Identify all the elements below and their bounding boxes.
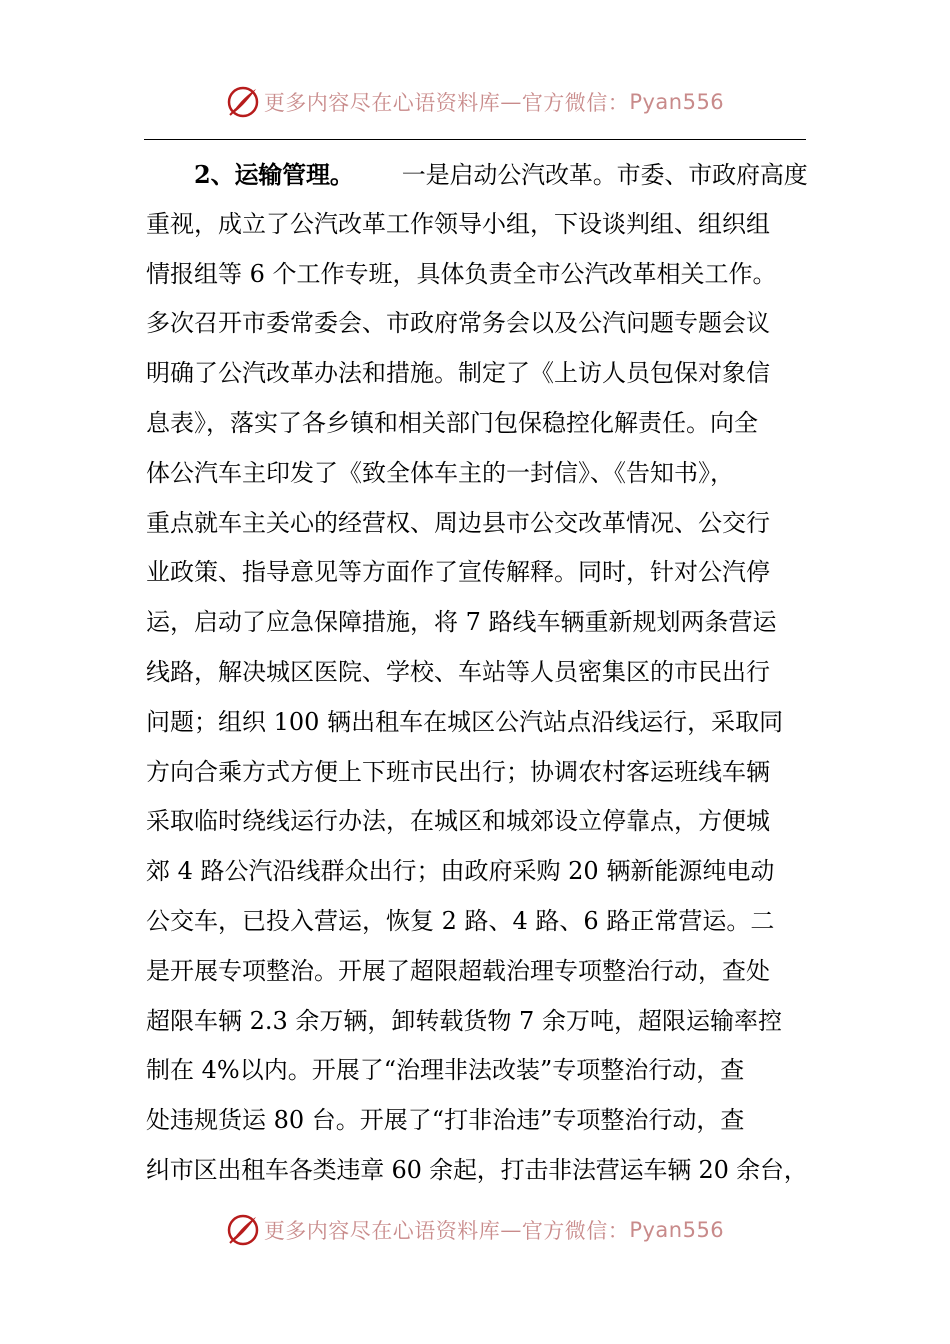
line-text: 处违规货运 80 台。开展了“打非治违”专项整治行动，查 (146, 1106, 745, 1135)
line-text: 运，启动了应急保障措施，将 7 路线车辆重新规划两条营运 (146, 608, 777, 637)
paragraph-line (146, 947, 808, 997)
paragraph-line (146, 1046, 808, 1096)
paragraph-line (146, 748, 808, 798)
footer-watermark (0, 1208, 950, 1252)
line-text: 重点就车主关心的经营权、周边县市公交改革情况、公交行 (146, 508, 770, 537)
paragraph-line (146, 150, 808, 200)
paragraph-line (146, 499, 808, 549)
line-text: 重视，成立了公汽改革工作领导小组，下设谈判组、组织组 (146, 209, 770, 238)
line-text: 明确了公汽改革办法和措施。制定了《上访人员包保对象信 (146, 359, 770, 388)
paragraph-line (146, 1146, 808, 1196)
paragraph-line (146, 847, 808, 897)
paragraph-line (146, 200, 808, 250)
watermark-site-name: 更多内容尽在心语资料库 (263, 91, 501, 115)
line-text: 制在 4%以内。开展了“治理非法改装”专项整治行动，查 (146, 1056, 745, 1085)
line-text: 业政策、指导意见等方面作了宣传解释。同时，针对公汽停 (146, 558, 770, 587)
line-text: 问题；组织 100 辆出租车在城区公汽站点沿线运行，采取同 (146, 707, 784, 736)
paragraph-line (146, 997, 808, 1047)
paragraph-line (146, 449, 808, 499)
watermark-wechat-id: Pyan556 (629, 1218, 725, 1242)
paragraph-line (146, 250, 808, 300)
watermark-wechat-label: 官方微信： (521, 91, 630, 115)
line-text: 采取临时绕线运行办法，在城区和城郊设立停靠点，方便城 (146, 807, 770, 836)
line-text: 方向合乘方式方便上下班市民出行；协调农村客运班线车辆 (146, 757, 770, 786)
section-heading: 2、运输管理。 (194, 160, 354, 189)
paragraph-line (146, 548, 808, 598)
line-text: 多次召开市委常委会、市政府常务会以及公汽问题专题会议 (146, 309, 770, 338)
paragraph-line (146, 648, 808, 698)
paragraph-line (146, 349, 808, 399)
paragraph-line (146, 299, 808, 349)
quill-logo-icon (226, 85, 260, 119)
header-watermark (0, 80, 950, 124)
paragraph-line (146, 399, 808, 449)
paragraph-line (146, 797, 808, 847)
first-line-text: 一是启动公汽改革。市委、市政府高度 (401, 161, 808, 189)
paragraph-line (146, 698, 808, 748)
line-text: 郊 4 路公汽沿线群众出行；由政府采购 20 辆新能源纯电动 (146, 857, 775, 886)
line-text: 是开展专项整治。开展了超限超载治理专项整治行动，查处 (146, 956, 770, 985)
watermark-wechat-id: Pyan556 (629, 90, 725, 114)
line-text: 超限车辆 2.3 余万辆，卸转载货物 7 余万吨，超限运输率控 (146, 1006, 782, 1035)
line-text: 息表》，落实了各乡镇和相关部门包保稳控化解责任。向全 (146, 408, 758, 437)
paragraph-line (146, 598, 808, 648)
watermark-site-name: 更多内容尽在心语资料库 (263, 1219, 501, 1243)
document-body (146, 150, 808, 1196)
watermark-dash: — (500, 90, 522, 114)
line-text: 公交车，已投入营运，恢复 2 路、4 路、6 路正常营运。二 (146, 906, 775, 935)
watermark-dash: — (500, 1218, 522, 1242)
line-text: 情报组等 6 个工作专班，具体负责全市公汽改革相关工作。 (146, 259, 777, 288)
header-divider (144, 139, 806, 140)
watermark-wechat-label: 官方微信： (521, 1219, 630, 1243)
quill-logo-icon (226, 1213, 260, 1247)
line-text: 体公汽车主印发了《致全体车主的一封信》、《告知书》， (146, 458, 734, 487)
line-text: 线路，解决城区医院、学校、车站等人员密集区的市民出行 (146, 657, 770, 686)
paragraph-line (146, 1096, 808, 1146)
line-text: 纠市区出租车各类违章 60 余起，打击非法营运车辆 20 余台， (146, 1155, 808, 1184)
paragraph-line (146, 897, 808, 947)
